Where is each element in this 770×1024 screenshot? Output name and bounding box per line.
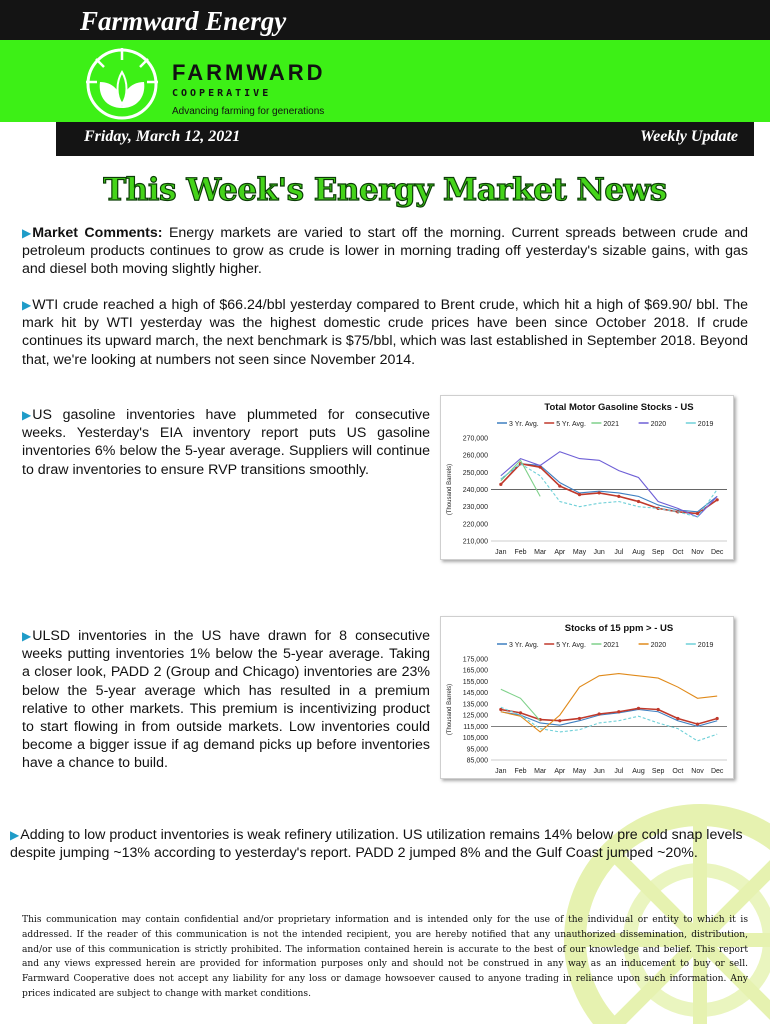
legend-label: 5 Yr. Avg. xyxy=(556,642,586,649)
y-axis-label: (Thousand Barrels) xyxy=(447,683,453,736)
triangle-right-icon: ▶ xyxy=(22,298,32,312)
series-point xyxy=(558,484,561,487)
y-tick-label: 230,000 xyxy=(462,504,488,512)
newsletter-title: Farmward Energy xyxy=(80,6,287,36)
x-tick-label: Dec xyxy=(710,768,724,775)
x-tick-label: Jun xyxy=(593,768,605,775)
x-tick-label: Mar xyxy=(534,549,547,556)
x-tick-label: Oct xyxy=(672,768,684,775)
chart-title: Stocks of 15 ppm > - US xyxy=(564,623,674,634)
y-tick-label: 210,000 xyxy=(462,538,488,546)
x-tick-label: Feb xyxy=(514,549,527,556)
x-tick-label: Oct xyxy=(672,549,684,556)
y-tick-label: 95,000 xyxy=(466,746,488,754)
brand-name: FARMWARD xyxy=(172,60,326,85)
series-line xyxy=(501,464,717,517)
y-tick-label: 270,000 xyxy=(462,435,488,443)
legend-label: 5 Yr. Avg. xyxy=(556,421,586,428)
y-tick-label: 220,000 xyxy=(462,521,488,529)
y-tick-label: 155,000 xyxy=(462,678,488,686)
farmward-leaf-sun-icon xyxy=(84,46,160,122)
series-point xyxy=(676,717,679,720)
market-comments-paragraph xyxy=(22,224,748,279)
legend-label: 2019 xyxy=(697,642,714,649)
legend-label: 3 Yr. Avg. xyxy=(509,421,539,428)
ulsd-stocks-chart xyxy=(441,617,735,780)
y-tick-label: 250,000 xyxy=(462,469,488,477)
y-tick-label: 125,000 xyxy=(462,712,488,720)
y-tick-label: 165,000 xyxy=(462,667,488,675)
series-point xyxy=(499,483,502,486)
series-point xyxy=(657,708,660,711)
x-tick-label: Apr xyxy=(554,768,566,775)
gasoline-stocks-chart-frame xyxy=(440,395,734,560)
series-point xyxy=(558,719,561,722)
legend-label: 2020 xyxy=(650,421,667,428)
x-tick-label: Jul xyxy=(614,549,624,556)
y-tick-label: 260,000 xyxy=(462,452,488,460)
y-tick-label: 105,000 xyxy=(462,735,488,743)
y-tick-label: 135,000 xyxy=(462,701,488,709)
x-tick-label: Dec xyxy=(710,549,724,556)
y-tick-label: 85,000 xyxy=(466,757,488,765)
series-point xyxy=(578,493,581,496)
series-point xyxy=(716,717,719,720)
legend-label: 2021 xyxy=(603,642,619,649)
ulsd-paragraph xyxy=(22,627,430,773)
legend-label: 2020 xyxy=(650,642,667,649)
x-tick-label: Nov xyxy=(691,549,704,556)
x-tick-label: Aug xyxy=(632,768,645,775)
y-tick-label: 240,000 xyxy=(462,487,488,494)
series-point xyxy=(617,495,620,498)
series-point xyxy=(598,491,601,494)
series-line xyxy=(501,464,717,512)
triangle-right-icon: ▶ xyxy=(22,226,32,240)
x-tick-label: Aug xyxy=(632,549,645,556)
y-tick-label: 145,000 xyxy=(462,690,488,698)
brand-subtitle: COOPERATIVE xyxy=(172,88,272,99)
triangle-right-icon: ▶ xyxy=(22,408,32,422)
x-tick-label: Jan xyxy=(495,549,507,556)
page-headline: This Week's Energy Market News xyxy=(103,172,667,208)
series-point xyxy=(716,498,719,501)
triangle-right-icon: ▶ xyxy=(10,828,20,842)
y-tick-label: 115,000 xyxy=(463,723,488,731)
series-point xyxy=(637,500,640,503)
x-tick-label: May xyxy=(572,549,587,556)
x-tick-label: Sep xyxy=(651,549,665,556)
ulsd-text: ULSD inventories in the US have drawn for 8 consecutive weeks putting inventories 1% below the 5-year average. Taking a closer look, PADD 2 (Group and Chicago) inventories are 23% below the 5-year average which has resulted in a premium relative to other markets. This premium is incentivizing product to start flowing in from outside markets. Low inventories could become a bigger issue if ag demand picks up before inventories have a chance to build. xyxy=(22,628,430,772)
series-line xyxy=(501,464,717,514)
series-point xyxy=(499,708,502,711)
gasoline-paragraph xyxy=(22,406,430,479)
edition-label: Weekly Update xyxy=(640,128,738,145)
wti-text: WTI crude reached a high of $66.24/bbl yesterday compared to Brent crude, which hit a high of $69.90/ bbl. The mark hit by WTI yesterday was the highest domestic crude prices have been since October 2018. If crude continues its upward march, the next benchmark is $75/bbl, which was last established in September 2018. Beyond that, we're looking at numbers not seen since November 2014. xyxy=(22,297,748,368)
x-tick-label: May xyxy=(572,768,587,775)
chart-title: Total Motor Gasoline Stocks - US xyxy=(544,402,694,413)
x-tick-label: Feb xyxy=(514,768,527,775)
legend-label: 2021 xyxy=(603,421,619,428)
series-point xyxy=(539,466,542,469)
triangle-right-icon: ▶ xyxy=(22,629,32,643)
x-tick-label: Jun xyxy=(593,549,605,556)
x-tick-label: Apr xyxy=(554,549,566,556)
wti-paragraph xyxy=(22,296,748,369)
x-tick-label: Nov xyxy=(691,768,704,775)
legend-label: 2019 xyxy=(697,421,714,428)
legend-label: 3 Yr. Avg. xyxy=(509,642,539,649)
series-point xyxy=(696,722,699,725)
gasoline-stocks-chart xyxy=(441,396,735,561)
refinery-paragraph xyxy=(10,826,750,862)
series-point xyxy=(519,711,522,714)
market-comments-body: Energy markets are varied to start off the morning. Current spreads between crude and petroleum products continues to grow as crude is lower in morning trading off yesterday's sizable gains, with gas and diesel both moving slightly higher. xyxy=(22,225,749,278)
refinery-text: Adding to low product inventories is weak refinery utilization. US utilization remains 14% below pre cold snap levels despite jumping ~13% according to yesterday's report. PADD 2 jumped 8% and the Gulf Coast jumped ~20%. xyxy=(10,827,743,862)
x-tick-label: Jul xyxy=(614,768,624,775)
ulsd-stocks-chart-frame xyxy=(440,616,734,779)
series-point xyxy=(637,707,640,710)
x-tick-label: Sep xyxy=(651,768,665,775)
series-point xyxy=(578,717,581,720)
issue-date: Friday, March 12, 2021 xyxy=(84,128,241,145)
y-axis-label: (Thousand Barrels) xyxy=(447,463,453,516)
series-point xyxy=(617,710,620,713)
brand-tagline: Advancing farming for generations xyxy=(172,106,325,117)
gasoline-text: US gasoline inventories have plummeted for consecutive weeks. Yesterday's EIA inventory report puts US gasoline inventories 6% below the 5-year average. Suppliers will continue to draw inventories to ensure RVP transitions smoothly. xyxy=(22,407,430,478)
x-tick-label: Jan xyxy=(495,768,507,775)
series-point xyxy=(696,512,699,515)
legal-disclaimer: This communication may contain confidential and/or proprietary information and is intended only for the use of the individual or entity to which it is addressed. If the reader of this communication is not the intended recipient, you are hereby notified that any unauthorized dissemination, distribution, and/or use of this communication is strictly prohibited. The information contained herein is accurate to the best of our knowledge and belief. This report and any views expressed herein are provided for information purposes only and should not be construed in any way as an inducement to buy or sell. Farmward Cooperative does not accept any liability for any loss or damage howsoever caused to anyone trading in reliance upon such information. Any prices indicated are subject to change with market conditions. xyxy=(22,915,748,999)
x-tick-label: Mar xyxy=(534,768,547,775)
y-tick-label: 175,000 xyxy=(462,656,488,664)
series-point xyxy=(598,712,601,715)
market-comments-lead: Market Comments: xyxy=(32,225,163,241)
